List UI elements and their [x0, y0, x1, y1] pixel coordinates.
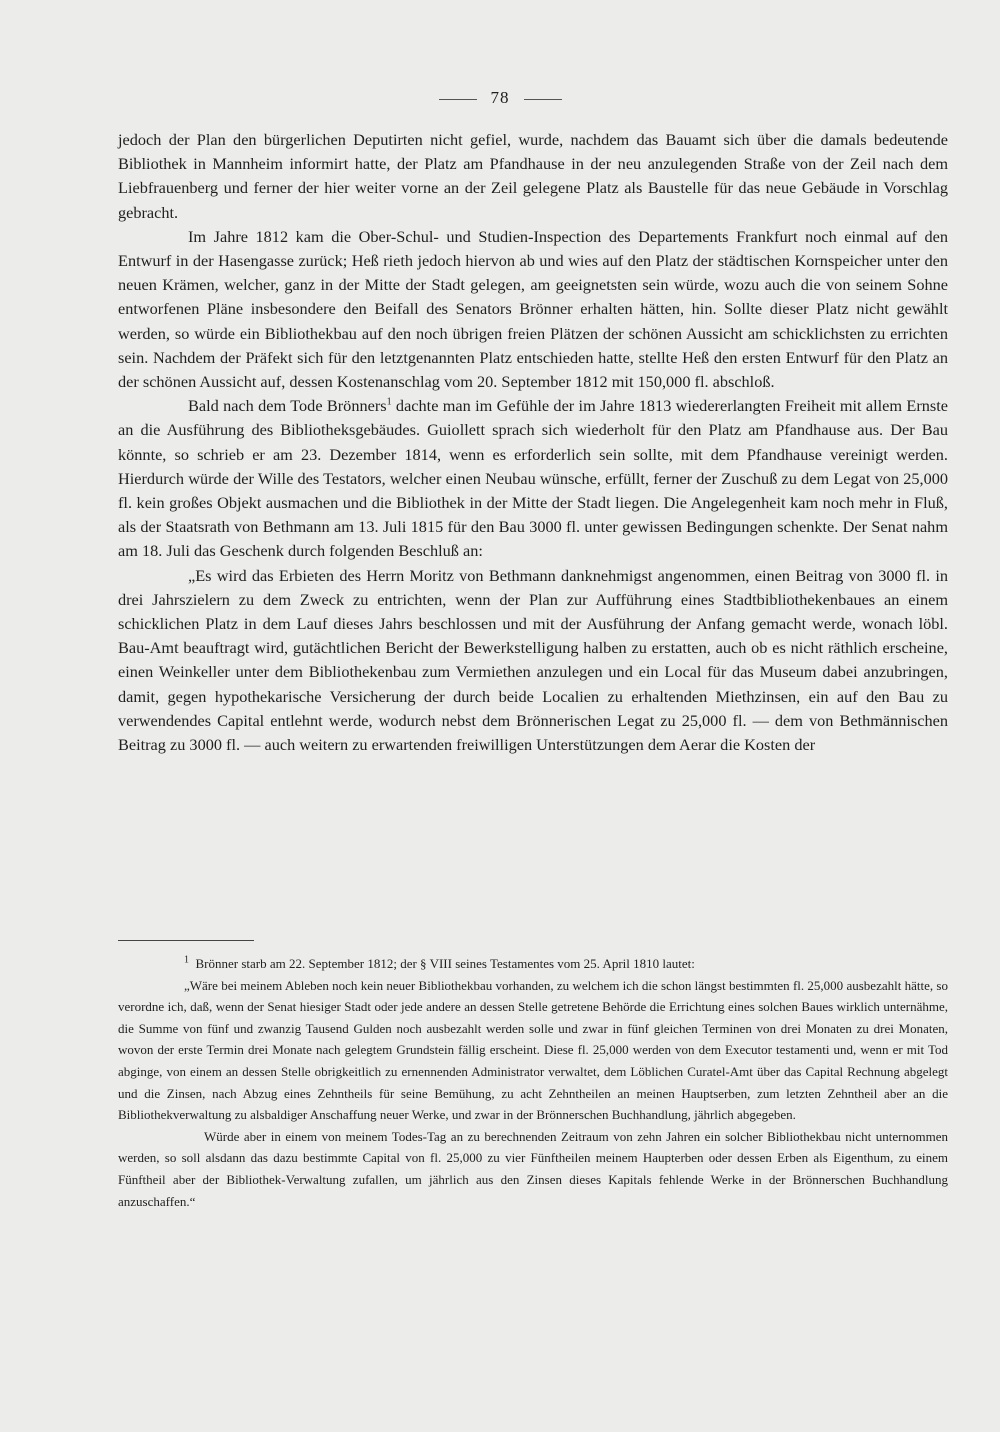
footnote-marker: 1 [184, 954, 189, 966]
header-rule-right [524, 99, 562, 100]
footnote-divider [118, 940, 254, 941]
footnote-quote-2: Würde aber in einem von meinem Todes-Tag an zu berechnenden Zeitraum von zehn Jahren ein solcher Bibliothekbau nicht unternommen werden, so soll alsdann das dazu bestimmte Capital von fl. 25,000 zu vier Fünftheilen meinem Haupterben oder dessen Erben als Eigenthum, zu einem Fünftheil aber der Bibliothek-Verwaltung zufallen, um jährlich aus den Zinsen dieses Kapitals fehlende Werke in der Brönnerschen Buchhandlung anzuschaffen.“ [118, 1128, 948, 1209]
paragraph-4-quote: „Es wird das Erbieten des Herrn Moritz von Bethmann danknehmigst angenommen, einen Beitrag von 3000 fl. in drei Jahrszielern zu dem Zweck zu entrichten, wenn der Plan zur Aufführung eines Stadtbibliothekenbaues an einem schicklichen Platz in dem Lauf dieses Jahrs beschlossen und mit der Ausführung der Anfang gemacht werde, wonach löbl. Bau-Amt beauftragt wird, gutächtlichen Bericht der Bewerkstelligung halben zu erstatten, auch ob es nicht räthlich erscheine, einen Weinkeller unter dem Bibliothekenbau zum Vermiethen anzulegen und ein Local für das Museum dabei anzubringen, damit, gegen hypothekarische Versicherung der durch beide Localien zu erhaltenden Miethzinsen, ein auf den Bau zu verwendendes Capital entlehnt werde, wodurch nebst dem Brönnerischen Legat zu 25,000 fl. — dem von Bethmännischen Beitrag zu 3000 fl. — auch weitern zu erwartenden freiwilligen Unterstützungen dem Aerar die Kosten der [118, 565, 948, 755]
paragraph-3 [118, 394, 948, 563]
page-number-header [0, 88, 1000, 108]
header-rule-left [439, 99, 477, 100]
main-text [118, 128, 948, 757]
footnote-reference: 1 [386, 396, 392, 408]
footnotes [118, 953, 948, 1212]
paragraph-1: jedoch der Plan den bürgerlichen Deputirten nicht gefiel, wurde, nachdem das Bauamt sich über die damals bedeutende Bibliothek in Mannheim informirt hatte, der Platz am Pfandhause in der neu anzulegenden Straße von der Zeil nach dem Liebfrauenberg und ferner der hier weiter vorne an der Zeil gelegene Platz als Baustelle für das neue Gebäude in Vorschlag gebracht. [118, 130, 948, 222]
paragraph-3-start: Bald nach dem Tode Brönners [188, 396, 387, 416]
paragraph-3-rest: dachte man im Gefühle der im Jahre 1813 wiedererlangten Freiheit mit allem Ernste an die Ausführung des Bibliotheksgebäudes. Guiollett sprach sich wiederholt für den Platz am Pfandhause aus. Der Bau könnte, so schrieb er am 23. Dezember 1814, wenn es erforderlich sein sollte, mit dem Pfandhause vereinigt werden. Hierdurch würde der Wille des Testators, welcher einen Neubau wünsche, erfüllt, ferner der Zuschuß zu dem Legat von 25,000 fl. kein großes Objekt ausmachen und die Bibliothek in der Mitte der Stadt liegen. Die Angelegenheit kam noch mehr in Fluß, als der Staatsrath von Bethmann am 13. Juli 1815 für den Bau 3000 fl. unter gewissen Bedingungen schenkte. Der Senat nahm am 18. Juli das Geschenk durch folgenden Beschluß an: [118, 396, 949, 561]
paragraph-2: Im Jahre 1812 kam die Ober-Schul- und Studien-Inspection des Departements Frankfurt noch einmal auf den Entwurf in der Hasengasse zurück; Heß rieth jedoch hiervon ab und wies auf den Platz der städtischen Kornspeicher unter den neuen Krämen, welcher, ganz in der Mitte der Stadt gelegen, am geeignetsten sein würde, wozu auch die von seinem Sohne entworfenen Pläne insbesondere den Beifall des Senators Brönner erhalten hätten, hin. Sollte dieser Platz nicht gewählt werden, so würde ein Bibliothekbau auf den noch übrigen freien Plätzen der schönen Aussicht am schicklichsten zu errichten sein. Nachdem der Präfekt sich für den letztgenannten Platz entschieden hatte, stellte Heß den ersten Entwurf für den Platz an der schönen Aussicht auf, dessen Kostenanschlag vom 20. September 1812 mit 150,000 fl. abschloß. [118, 226, 948, 392]
page-number: 78 [490, 88, 510, 107]
footnote-intro [118, 953, 948, 975]
footnote-intro-text: Brönner starb am 22. September 1812; der § VIII seines Testamentes vom 25. April 1810 lautet: [195, 956, 695, 971]
footnote-quote-1: „Wäre bei meinem Ableben noch kein neuer Bibliothekbau vorhanden, zu welchem ich die schon längst bestimmten fl. 25,000 ausbezahlt hätte, so verordne ich, daß, wenn der Senat hiesiger Stadt oder jede andere an dessen Stelle getretene Behörde die Errichtung eines solchen Baues wirklich unternähme, die Summe von fünf und zwanzig Tausend Gulden noch ausbezahlt werden solle und zwar in fünf gleichen Terminen von drei Monaten zu drei Monaten, wovon der erste Termin drei Monate nach gelegtem Grundstein fällig erscheint. Diese fl. 25,000 werden von dem Executor testamenti und, wenn er mit Tod abginge, von einem an dessen Stelle obrigkeitlich zu ernennenden Administrator verwaltet, dem Löblichen Curatel-Amt über das Capital Rechnung abgelegt und die Zinsen, nach Abzug eines Zehntheils für seine Bemühung, zu acht Zehntheilen an meinen Hauptserben, zum letzten Zehntheil aber an die Bibliothekverwaltung zu alsbaldiger Anschaffung neuer Werke, und zwar in der Brönnerschen Buchhandlung, jährlich abgegeben. [118, 977, 948, 1123]
